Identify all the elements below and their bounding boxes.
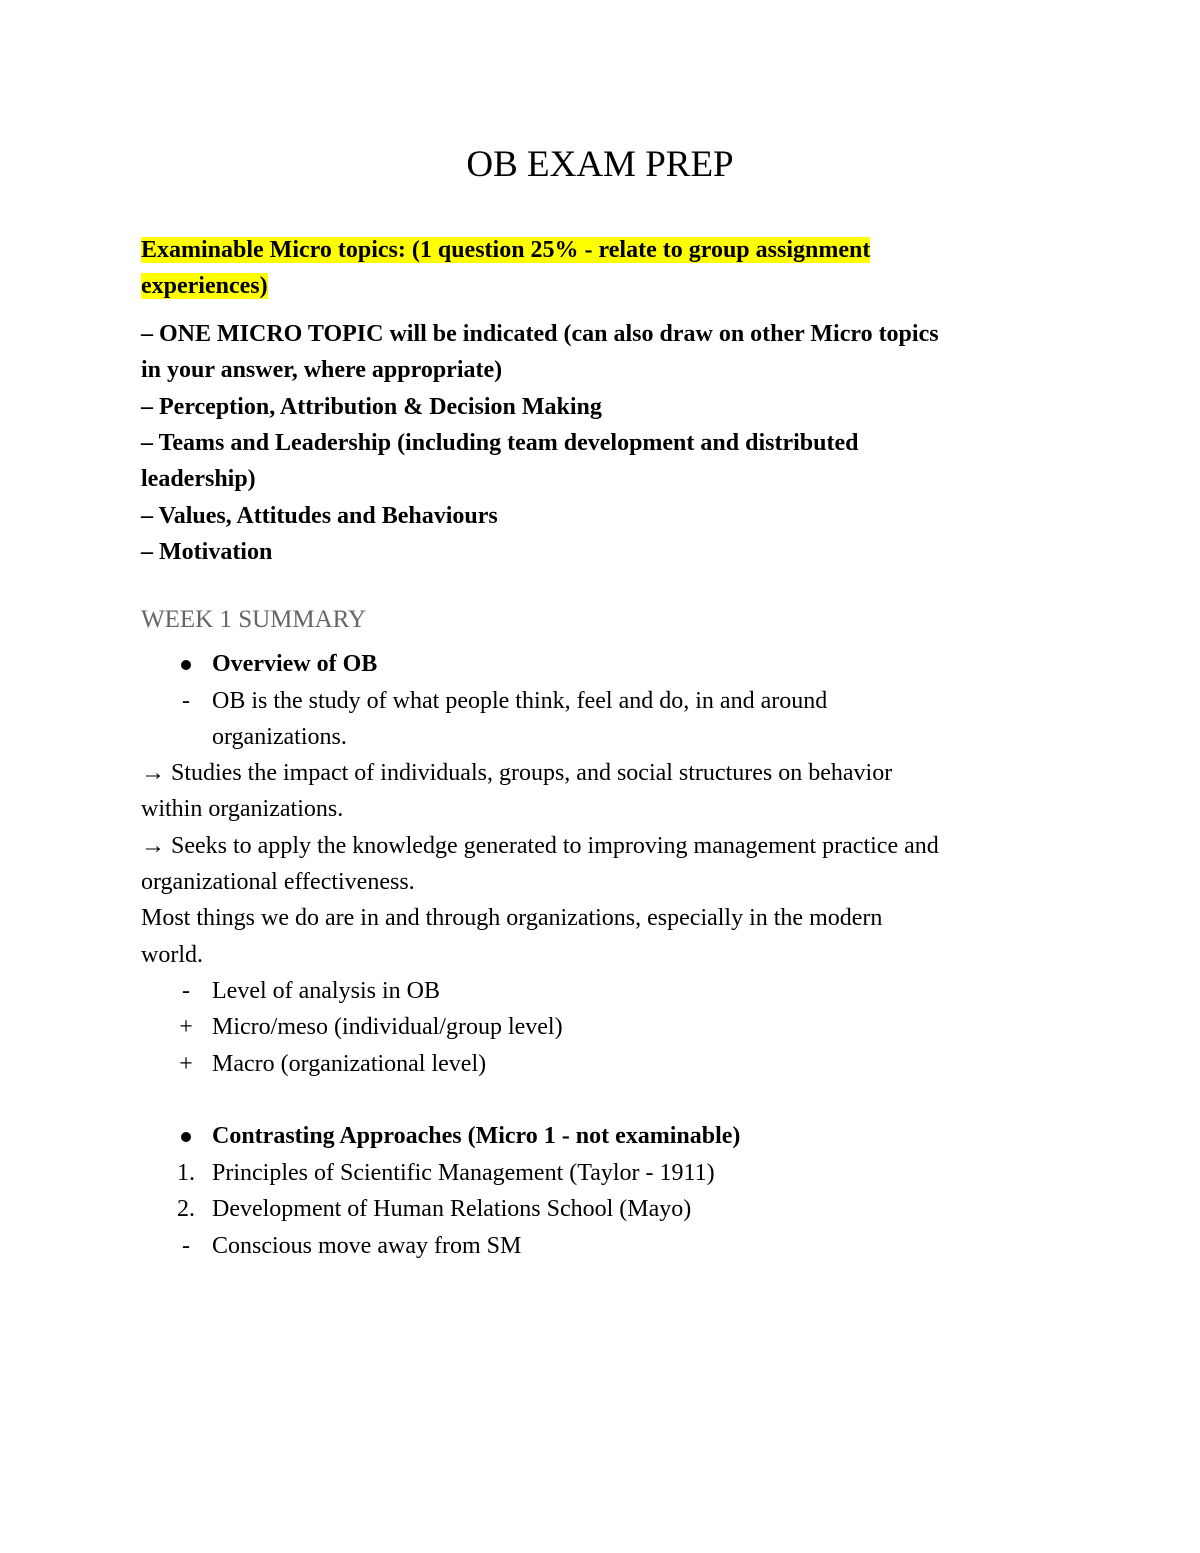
levels-dash-item: Level of analysis in OB <box>212 978 440 1004</box>
document-title: OB EXAM PREP <box>466 144 734 185</box>
micro-heading-line-2 <box>141 268 268 304</box>
dash-marker: - <box>182 978 190 1004</box>
micro-line: – Perception, Attribution & Decision Making <box>141 394 602 420</box>
level-item: Micro/meso (individual/group level) <box>212 1014 563 1040</box>
micro-line: – ONE MICRO TOPIC will be indicated (can also draw on other Micro topics <box>141 321 939 347</box>
dash-marker: - <box>182 688 190 714</box>
bullet-dot-icon <box>172 1118 200 1154</box>
micro-line: in your answer, where appropriate) <box>141 357 503 383</box>
contrast-heading: Contrasting Approaches (Micro 1 - not examinable) <box>212 1123 741 1149</box>
plus-marker: + <box>179 1014 193 1040</box>
bullet-dot-icon <box>172 646 200 682</box>
overview-dash-line-2: organizations. <box>212 724 347 750</box>
micro-line: – Values, Attitudes and Behaviours <box>141 503 498 529</box>
number-marker-2: 2. <box>177 1196 195 1222</box>
level-item: Macro (organizational level) <box>212 1051 487 1077</box>
overview-dash-line-1: OB is the study of what people think, feel and do, in and around <box>212 688 828 714</box>
number-marker-1: 1. <box>177 1160 195 1186</box>
arrow-line-1b: within organizations. <box>141 796 344 822</box>
para-line-1: Most things we do are in and through organizations, especially in the modern <box>141 905 883 931</box>
overview-heading: Overview of OB <box>212 651 378 677</box>
micro-line: – Teams and Leadership (including team development and distributed <box>141 430 859 456</box>
arrow-line-2a: → Seeks to apply the knowledge generated to improving management practice and <box>141 833 939 859</box>
micro-line: leadership) <box>141 466 256 492</box>
micro-heading-line-1 <box>141 232 870 268</box>
contrast-item: Development of Human Relations School (Mayo) <box>212 1196 692 1222</box>
arrow-line-2b: organizational effectiveness. <box>141 869 415 895</box>
arrow-line-1a: → Studies the impact of individuals, groups, and social structures on behavior <box>141 760 893 786</box>
week1-heading: WEEK 1 SUMMARY <box>141 606 367 633</box>
contrast-dash-item: Conscious move away from SM <box>212 1233 522 1259</box>
micro-line: – Motivation <box>141 539 273 565</box>
micro-heading-highlight-1: Examinable Micro topics: (1 question 25% - relate to group assignment <box>141 237 871 263</box>
contrast-item: Principles of Scientific Management (Taylor - 1911) <box>212 1160 715 1186</box>
micro-heading-highlight-2: experiences) <box>141 273 268 299</box>
para-line-2: world. <box>141 942 203 968</box>
dash-marker: - <box>182 1233 190 1259</box>
plus-marker: + <box>179 1051 193 1077</box>
